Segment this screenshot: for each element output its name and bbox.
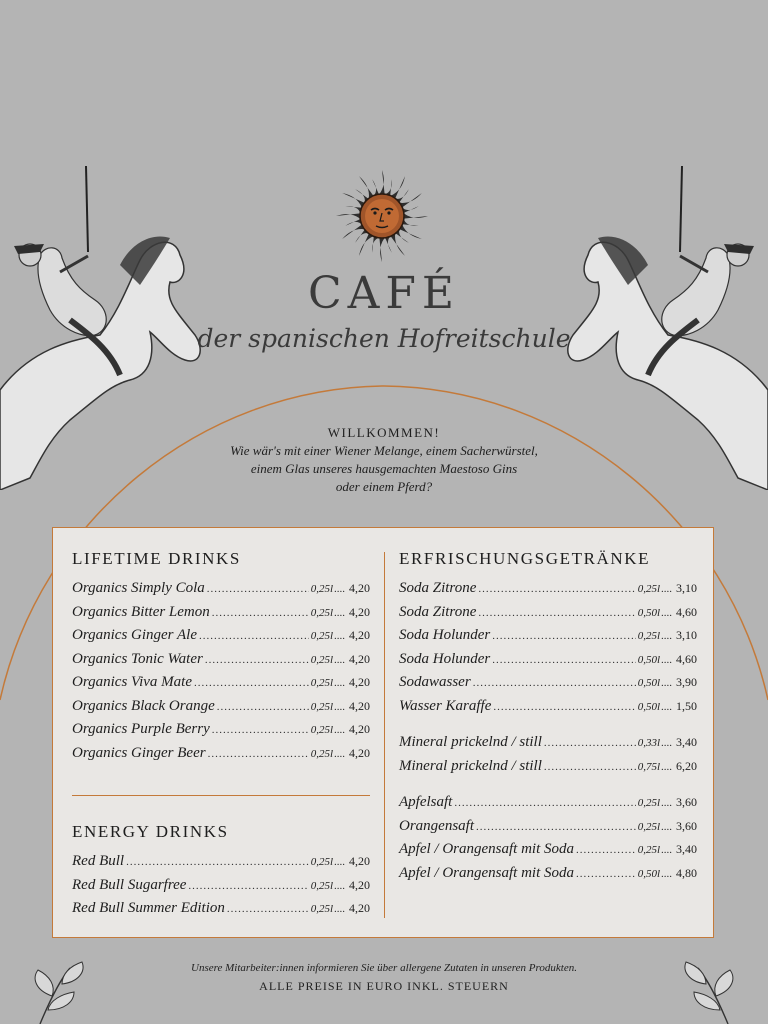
item-size: 0,25l: [310, 856, 333, 868]
refresh-list-1: [399, 580, 697, 721]
item-price: 3,10: [676, 581, 697, 595]
item-price: 6,20: [676, 758, 697, 773]
item-name: Apfel / Orangensaft mit Soda: [399, 841, 574, 857]
dot-leader: [544, 761, 636, 773]
item-size: 0,50l: [637, 700, 660, 713]
item-price: 4,60: [676, 651, 697, 666]
menu-item: [399, 841, 697, 865]
dot-leader: ....: [661, 867, 672, 880]
dot-leader: ....: [661, 797, 672, 809]
cafe-title: CAFÉ: [307, 268, 461, 319]
refresh-list-3: [399, 794, 697, 888]
item-name: Mineral prickelnd / still: [399, 757, 542, 774]
column-divider: [384, 552, 385, 918]
menu-item: [399, 651, 697, 675]
dot-leader: ....: [661, 820, 672, 833]
menu-item: [399, 627, 697, 651]
menu-item: [72, 900, 370, 924]
item-size: 0,25l: [310, 677, 333, 689]
item-size: 0,25l: [637, 844, 660, 856]
dot-leader: ....: [661, 700, 672, 713]
item-name: Wasser Karaffe: [399, 697, 492, 714]
dot-leader: [492, 630, 635, 642]
dot-leader: ....: [334, 583, 345, 595]
dot-leader: [478, 607, 635, 619]
dot-leader: [478, 583, 635, 595]
dot-leader: [476, 821, 636, 833]
dot-leader: ....: [661, 583, 672, 595]
menu-item: [72, 721, 370, 745]
menu-item: [72, 674, 370, 698]
item-name: Soda Holunder: [399, 627, 491, 643]
item-price: 3,40: [676, 735, 697, 749]
cafe-subtitle: der spanischen Hofreitschule: [197, 324, 571, 353]
item-price: 4,20: [349, 901, 370, 915]
menu-item: [399, 758, 697, 782]
item-price: 4,20: [349, 628, 370, 642]
dot-leader: [205, 654, 309, 666]
menu-item: [399, 734, 697, 758]
item-price: 4,20: [349, 651, 370, 666]
menu-item: [399, 818, 697, 842]
item-price: 4,20: [349, 581, 370, 595]
item-price: 1,50: [676, 698, 697, 713]
dot-leader: [212, 724, 309, 736]
item-price: 4,80: [676, 865, 697, 880]
item-price: 4,20: [349, 675, 370, 689]
item-name: Red Bull Sugarfree: [72, 876, 187, 893]
item-name: Organics Viva Mate: [72, 674, 192, 690]
item-name: Orangensaft: [399, 817, 474, 834]
dot-leader: ....: [334, 700, 345, 713]
dot-leader: [454, 797, 635, 809]
energy-list: [72, 853, 370, 924]
item-size: 0,25l: [310, 606, 333, 619]
item-size: 0,75l: [637, 760, 660, 773]
item-size: 0,50l: [637, 653, 660, 666]
item-name: Organics Tonic Water: [72, 650, 203, 667]
dot-leader: [194, 677, 309, 689]
menu-item: [72, 651, 370, 675]
item-price: 4,20: [349, 604, 370, 619]
dot-leader: [473, 677, 636, 689]
welcome-line: oder einem Pferd?: [335, 479, 433, 494]
item-size: 0,25l: [310, 583, 333, 595]
item-size: 0,25l: [637, 820, 660, 833]
menu-item: [72, 580, 370, 604]
section-title-refresh: ERFRISCHUNGSGETRÄNKE: [399, 549, 651, 568]
dot-leader: ....: [334, 903, 345, 915]
item-price: 4,20: [349, 854, 370, 868]
item-name: Organics Purple Berry: [72, 721, 210, 737]
sun-face-icon: [334, 168, 430, 264]
item-name: Red Bull Summer Edition: [72, 900, 225, 916]
dot-leader: ....: [661, 760, 672, 773]
item-price: 3,60: [676, 795, 697, 809]
welcome-line: einem Glas unseres hausgemachten Maestoso Gins: [250, 461, 518, 476]
item-size: 0,25l: [637, 583, 660, 595]
dot-leader: [576, 844, 636, 856]
section-title-energy: ENERGY DRINKS: [72, 822, 229, 841]
item-name: Soda Zitrone: [399, 603, 477, 620]
dot-leader: ....: [334, 606, 345, 619]
menu-item: [399, 865, 697, 889]
dot-leader: ....: [334, 724, 345, 736]
dot-leader: [544, 737, 636, 749]
section-title-lifetime: LIFETIME DRINKS: [72, 549, 241, 568]
item-size: 0,25l: [310, 724, 333, 736]
dot-leader: [199, 630, 309, 642]
item-name: Apfel / Orangensaft mit Soda: [399, 864, 574, 881]
item-name: Apfelsaft: [399, 794, 453, 810]
dot-leader: ....: [334, 747, 345, 760]
dot-leader: ....: [661, 606, 672, 619]
item-price: 4,60: [676, 604, 697, 619]
item-price: 3,40: [676, 842, 697, 856]
item-name: Mineral prickelnd / still: [399, 734, 542, 750]
item-size: 0,25l: [637, 630, 660, 642]
item-size: 0,25l: [310, 653, 333, 666]
item-price: 3,10: [676, 628, 697, 642]
item-size: 0,50l: [637, 606, 660, 619]
menu-item: [399, 604, 697, 628]
dot-leader: ....: [661, 653, 672, 666]
section-divider: [72, 795, 370, 796]
item-name: Red Bull: [72, 853, 125, 869]
dot-leader: ....: [334, 677, 345, 689]
item-name: Soda Holunder: [399, 650, 491, 667]
dot-leader: [217, 701, 309, 713]
item-price: 4,20: [349, 877, 370, 892]
item-price: 4,20: [349, 698, 370, 713]
dot-leader: [492, 654, 635, 666]
dot-leader: [207, 583, 309, 595]
item-size: 0,25l: [310, 879, 333, 892]
dot-leader: ....: [334, 856, 345, 868]
welcome-line: Wie wär's mit einer Wiener Melange, einem Sacherwürstel,: [230, 443, 538, 458]
item-size: 0,25l: [310, 747, 333, 760]
dot-leader: ....: [661, 844, 672, 856]
item-name: Organics Ginger Ale: [72, 627, 197, 643]
dot-leader: [493, 701, 635, 713]
item-name: Organics Ginger Beer: [72, 744, 206, 761]
menu-item: [399, 674, 697, 698]
item-size: 0,50l: [637, 867, 660, 880]
item-name: Organics Simply Cola: [72, 580, 205, 596]
item-price: 3,60: [676, 818, 697, 833]
refresh-list-2: [399, 734, 697, 781]
dot-leader: ....: [334, 630, 345, 642]
menu-item: [72, 853, 370, 877]
item-price: 4,20: [349, 745, 370, 760]
welcome-heading: WILLKOMMEN!: [327, 425, 441, 440]
dot-leader: [126, 856, 309, 868]
item-size: 0,25l: [310, 700, 333, 713]
dot-leader: [188, 880, 308, 892]
allergen-note: Unsere Mitarbeiter:innen informieren Sie über allergene Zutaten in unseren Produkten.: [191, 962, 577, 974]
item-name: Organics Black Orange: [72, 697, 215, 714]
menu-item: [72, 745, 370, 769]
item-name: Organics Bitter Lemon: [72, 603, 210, 620]
lifetime-list: [72, 580, 370, 768]
item-size: 0,33l: [637, 737, 660, 749]
menu-card: [52, 527, 714, 938]
menu-item: [72, 698, 370, 722]
dot-leader: [576, 868, 636, 880]
menu-item: [72, 877, 370, 901]
dot-leader: [227, 903, 309, 915]
menu-item: [72, 604, 370, 628]
menu-item: [399, 580, 697, 604]
dot-leader: [212, 607, 309, 619]
dot-leader: ....: [661, 737, 672, 749]
menu-item: [399, 794, 697, 818]
item-price: 3,90: [676, 675, 697, 689]
dot-leader: ....: [661, 630, 672, 642]
menu-item: [399, 698, 697, 722]
dot-leader: [208, 748, 309, 760]
dot-leader: ....: [661, 677, 672, 689]
item-price: 4,20: [349, 722, 370, 736]
item-size: 0,25l: [310, 903, 333, 915]
welcome-block: [184, 424, 584, 496]
tax-note: ALLE PREISE IN EURO INKL. STEUERN: [259, 979, 509, 993]
item-size: 0,25l: [310, 630, 333, 642]
dot-leader: ....: [334, 879, 345, 892]
item-name: Soda Zitrone: [399, 580, 477, 596]
item-size: 0,50l: [637, 677, 660, 689]
item-size: 0,25l: [637, 797, 660, 809]
dot-leader: ....: [334, 653, 345, 666]
menu-item: [72, 627, 370, 651]
item-name: Sodawasser: [399, 674, 471, 690]
